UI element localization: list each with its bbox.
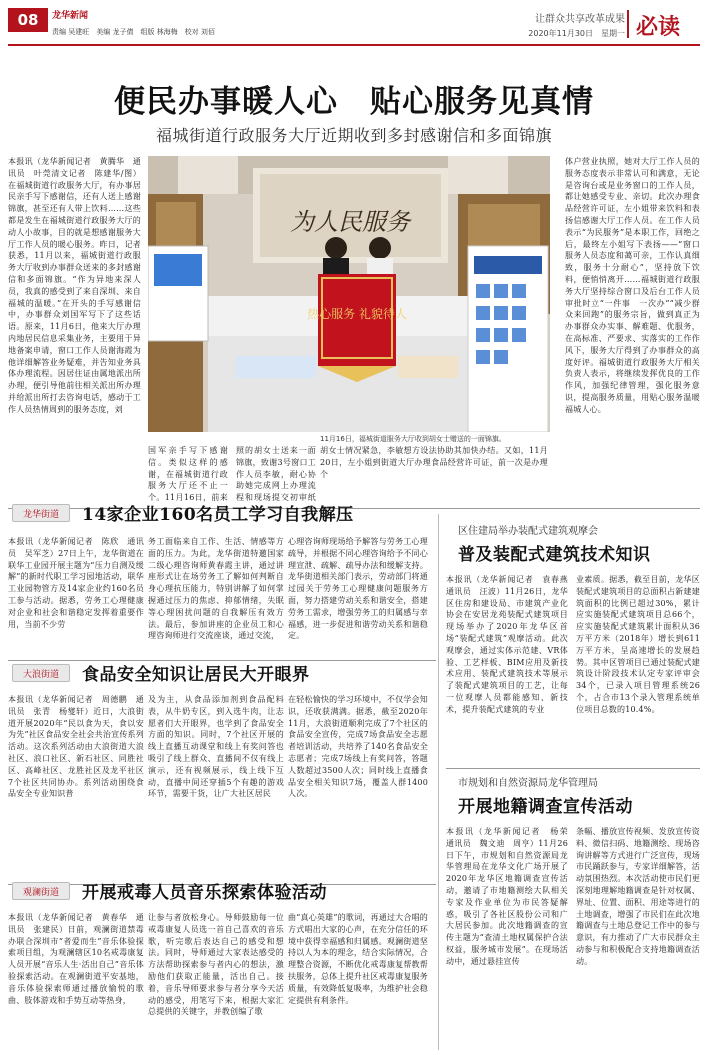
issue-date: 2020年11月30日 星期一 (528, 29, 625, 38)
story-food-headline: 食品安全知识让居民大开眼界 (82, 665, 310, 685)
lead-column-2: 国军亲手写下感谢信。类似这样的感谢，在福城街道行政服务大厅还不止一个。11月16日，前来 (148, 446, 228, 503)
section-rule-3 (446, 768, 700, 769)
editor-credits: 责编 吴建旺 美编 龙子倩 组版 林海梅 校对 刘佰 (52, 28, 215, 36)
lead-column-3: 照的胡女士送来一面锦旗，致谢3号窗口工作人员李敏，耐心协助她完成网上办理流程和现场提交初审纸 (236, 446, 316, 503)
story-food-column-2: 及为主，从食品添加剂到食品配料表，从牛奶专区，到入选牛肉，让志愿者们大开眼界，也学到了食品安全方面的知识。同时，7个社区开展的线上直播互动课堂和线上有奖问答也吸引了线上群众、直播间不仅有线上演示，还有视频展示，线上线下互动，直播中间还穿插5个有趣的游戏环节，需要干货，让广大社区居民 (148, 695, 284, 799)
lead-headline: 便民办事暖人心 贴心服务见真情 (114, 84, 594, 120)
story-food-column-3: 在轻松愉快的学习环境中，不仅学会知识，还收获满满。据悉，截至2020年11月，大浪街道顺利完成了7个社区的食品安全宣传，完成7场食品安全志愿者培训活动，共培养了140名食品安全志愿者；完成7场线上有奖问答，答题人数超过3500人次；同时线上直播食品安全相关知识7场，覆盖人群1400人次。 (288, 695, 428, 799)
story-expo-tag: 龙华街道 (12, 504, 70, 522)
story-food-tag: 大浪街道 (12, 664, 70, 682)
service-hall-illustration (148, 156, 550, 432)
lead-subheadline: 福城街道行政服务大厅近期收到多封感谢信和多面锦旗 (155, 126, 552, 145)
newspaper-brand: 龙华新闻 (52, 11, 89, 21)
story-survey-column-1: 本报讯（龙华新闻记者 杨荣 通讯员 魏文迪 周亨）11月26日下午，市规划和自然资源局龙华管理局在龙华文化广场开展了2020年龙华区地籍调查宣传活动，邀请了市地籍测绘大队相关专家及作业单位为市民答疑解惑，吸引了各社区股份公司和广大居民参加。此次地籍调查的宣传主题为“查清土地权属保护合法权益，服务城市发展”。在现场活动中，通过悬挂宣传 (446, 827, 568, 966)
lead-column-1: 本报讯（龙华新闻记者 黄腾华 通讯员 叶莞清文记者 陈建华/图）在福城街道行政服务大厅，有办事居民亲手写下感谢信，还有人送上感谢锦旗，甚至还有人带上饮料……这些都是发生在福城街道行政服务大厅的动人小故事，目的就是想感谢服务大厅工作人员的暖心服务。昨日，记者获悉，11月以来，福城街道行政服务大厅收到办事群众送来的多封感谢信和多面锦旗。“作为异地来深人员，我真的感受到了来自深圳、来自福城的温暖。”在开头的手写感谢信中，办事群众刘国军写下了这些话语。原来，11月6日，他来大厅办理内地居民信息采集业务，主要用于异地备案申请，窗口工作人员谢海霞为他详细解答业务疑难，并告知业务具体办理流程。因居住证由属地派出所办理，便引导他前往相关派出所办理并给派出所打去咨询电话，感动于工作人员热情周到的服务态度，刘 (8, 157, 141, 414)
story-music-headline: 开展戒毒人员音乐探索体验活动 (82, 883, 327, 903)
lead-column-4: 胡女士情况紧急，李敏想方设法协助其加快办结。又如，11月20日，左小姐到街道大厅办理食品经营许可证，前一次是办理个 (320, 446, 548, 479)
story-assembly-column-1: 本报讯（龙华新闻记者 袁春燕 通讯员 汪波）11月26日，龙华区住房和建设局、市建筑产业化协会在安居龙苑装配式建筑项目现场举办了2020年龙华区首场“装配式建筑”观摩活动。此次观摩会，通过实体示范建、VR体验、工艺样板、BIM应用及新技术应用、装配式建筑技术等展示了装配式建筑项目的工艺，让每一位观摩人员都能感知、新技术，提升装配式建筑的专业 (446, 575, 568, 714)
story-assembly-headline: 普及装配式建筑技术知识 (458, 545, 651, 565)
column-separator (438, 514, 439, 1050)
story-music-column-3: 曲“真心英雄”的歌词，再通过大合唱的方式唱出大家的心声，在充分信任的环境中获得幸福感和归属感。观澜街道坚持以人为本的理念，结合实际情况，合理整合资源，不断优化戒毒康复帮教帮扶服务，总体上提升社区戒毒康复服务质量，有效降低复吸率，为维护社会稳定提供有利条件。 (288, 913, 428, 1005)
lead-column-5: 体户营业执照，她对大厅工作人员的服务态度表示非常认可和满意，无论是咨询台或是业务窗口的工作人员，都让她感受专业、亲切。此次办理食品经营许可证，左小姐带来饮料和表扬信感谢大厅工作人员。在工作人员表示“为民服务”是本职工作，回绝之后，最终左小姐写下表扬——“窗口服务人员态度和蔼可亲，工作认真细致，服务十分耐心”，坚持放下饮料，便悄悄离开……福城街道行政服务大厅坚持综合窗口及后台工作人员审批时立“一件事 一次办”“减少群众来回跑”的服务宗旨，做到真正为办事群众办实事、解难题、优服务，在高标准、严要求、实落实的工作作风下，服务大厅得到了办事群众的高度好评。福城街道行政服务大厅相关负责人表示，将继续发挥优良的工作作风，加强纪律管理，强化服务意识，提高服务质量，用贴心服务温暖福城人心。 (565, 157, 700, 414)
lead-photo (148, 156, 550, 432)
story-survey-headline: 开展地籍调查宣传活动 (458, 797, 633, 817)
photo-caption: 11月16日，福城街道服务大厅收到胡女士赠送的一面锦旗。 (320, 435, 506, 443)
story-music-tag: 观澜街道 (12, 882, 70, 900)
story-expo-headline: 14家企业160名员工学习自我解压 (82, 505, 354, 525)
story-expo-column-3: 心理咨询师现场给予解答与劳务工心理疏导，并根据不同心理咨询给予不同心理宣泄、疏解、疏导办法和缓解支持。龙华街道相关部门表示，劳动部门将通过园关于劳务工心理健康问题服务方面，努力搭建劳动关系和谐安全，搭建劳务工需求，增强劳务工的归属感与幸福感，进一步促进和谐劳动关系和谐稳定。 (288, 537, 428, 641)
page-number: 08 (8, 8, 48, 32)
story-expo-column-1: 本报讯（龙华新闻记者 陈欣 通讯员 吴军芝）27日上午，龙华街道在联华工业园开展主题为“压力自测及缓解”的新时代职工学习园地活动，联华工业园物管方及14家企业约160名员工参与活动。据悉，劳务工心理健康对企业和社会和谐稳定发挥着重要作用，当前不少劳 (8, 537, 144, 629)
photo-banner-text: 热心服务 礼貌待人 (307, 307, 407, 321)
masthead-rule (8, 44, 700, 46)
story-survey-column-2: 条幅、播放宣传视频、发放宣传资料、微信扫码、地籍测绘、现场咨询讲解等方式进行广泛宣传，现场市民踊跃参与，专家详细解答，活动氛围热烈。本次活动使市民们更深刻地理解地籍调查是针对权属、界址、位置、面积、用途等进行的土地调查，增强了市民们在此次地籍调查与土地总登记工作中的参与意识，有力推动了广大市民群众主动参与和积极配合支持地籍调查活动。 (576, 827, 700, 966)
story-assembly-kicker: 区住建局举办装配式建筑观摩会 (458, 526, 598, 537)
story-survey-kicker: 市规划和自然资源局龙华管理局 (458, 778, 598, 789)
masthead-slogan: 让群众共享改革成果 (535, 14, 625, 25)
section-title: 必读 (636, 15, 681, 40)
photo-wall-sign: 为人民服务 (290, 208, 410, 236)
story-music-column-1: 本报讯（龙华新闻记者 黄春华 通讯员 张建民）日前，观澜街道禁毒办联合深圳市“者爱而生”音乐体验探索项目组，为观澜辖区10名戒毒康复人员开展“音乐人生·活出自己”音乐体验探索活动。在观澜街道平安基地，音乐体验探索师通过播放愉悦的歌曲、肢体游戏和手势互动等热身， (8, 913, 144, 1005)
section-divider (627, 10, 629, 38)
story-music-column-2: 让参与者放松身心。导师鼓励每一位戒毒康复人员选一首自己喜欢的音乐歌，听完歌后表达自己的感受和想法。同时，导师通过大家表达感受的方法帮助探索参与者内心的想法，激励他们获取正能量，活出自己。接着，音乐导师要求参与者分享今天活动的感受，用笔写下来，根据大家汇总提供的关键字，并教创编了歌 (148, 913, 284, 1017)
story-assembly-column-2: 业素质。据悉，截至目前，龙华区装配式建筑项目的总面积占新建建筑面积的比例已超过30%，累计应实施装配式建筑项目总66个，应实施装配式建筑累计面积从36万平方米（2018年）增长到611万平方米，呈高速增长的发展趋势。其中区管项目已通过装配式建筑设计阶段技术认定专家评审会34个，已录入项目管理系统26个，占合市13个录入管理系统单位项目总数的10.4%。 (576, 575, 700, 714)
story-food-column-1: 本报讯（龙华新闻记者 周德鹏 通讯员 张青 杨燮轩）近日，大浪街道开展2020年“民以食为天，食以安为先”社区食品安全社会共治宣传系列活动。这次系列活动由大浪街道大浪社区、浪口社区、新石社区、同胜社区、高峰社区、龙胜社区及龙平社区7个社区共同协办。系列活动围绕食品安全专业知识普 (8, 695, 144, 799)
story-expo-column-2: 务工面临来自工作、生活、情感等方面的压力。为此，龙华街道特邀国家二级心理咨询师黄春霞主讲，通过讲座形式让在场劳务工了解如何判断自身心理抗压能力，特别讲解了如何掌握通过压力的焦虑、抑郁情绪，失眠等心理困扰问题的自我解压有效方法。最后，参加讲座的企业员工和心理咨询师进行交流座谈，通过交流， (148, 537, 284, 641)
